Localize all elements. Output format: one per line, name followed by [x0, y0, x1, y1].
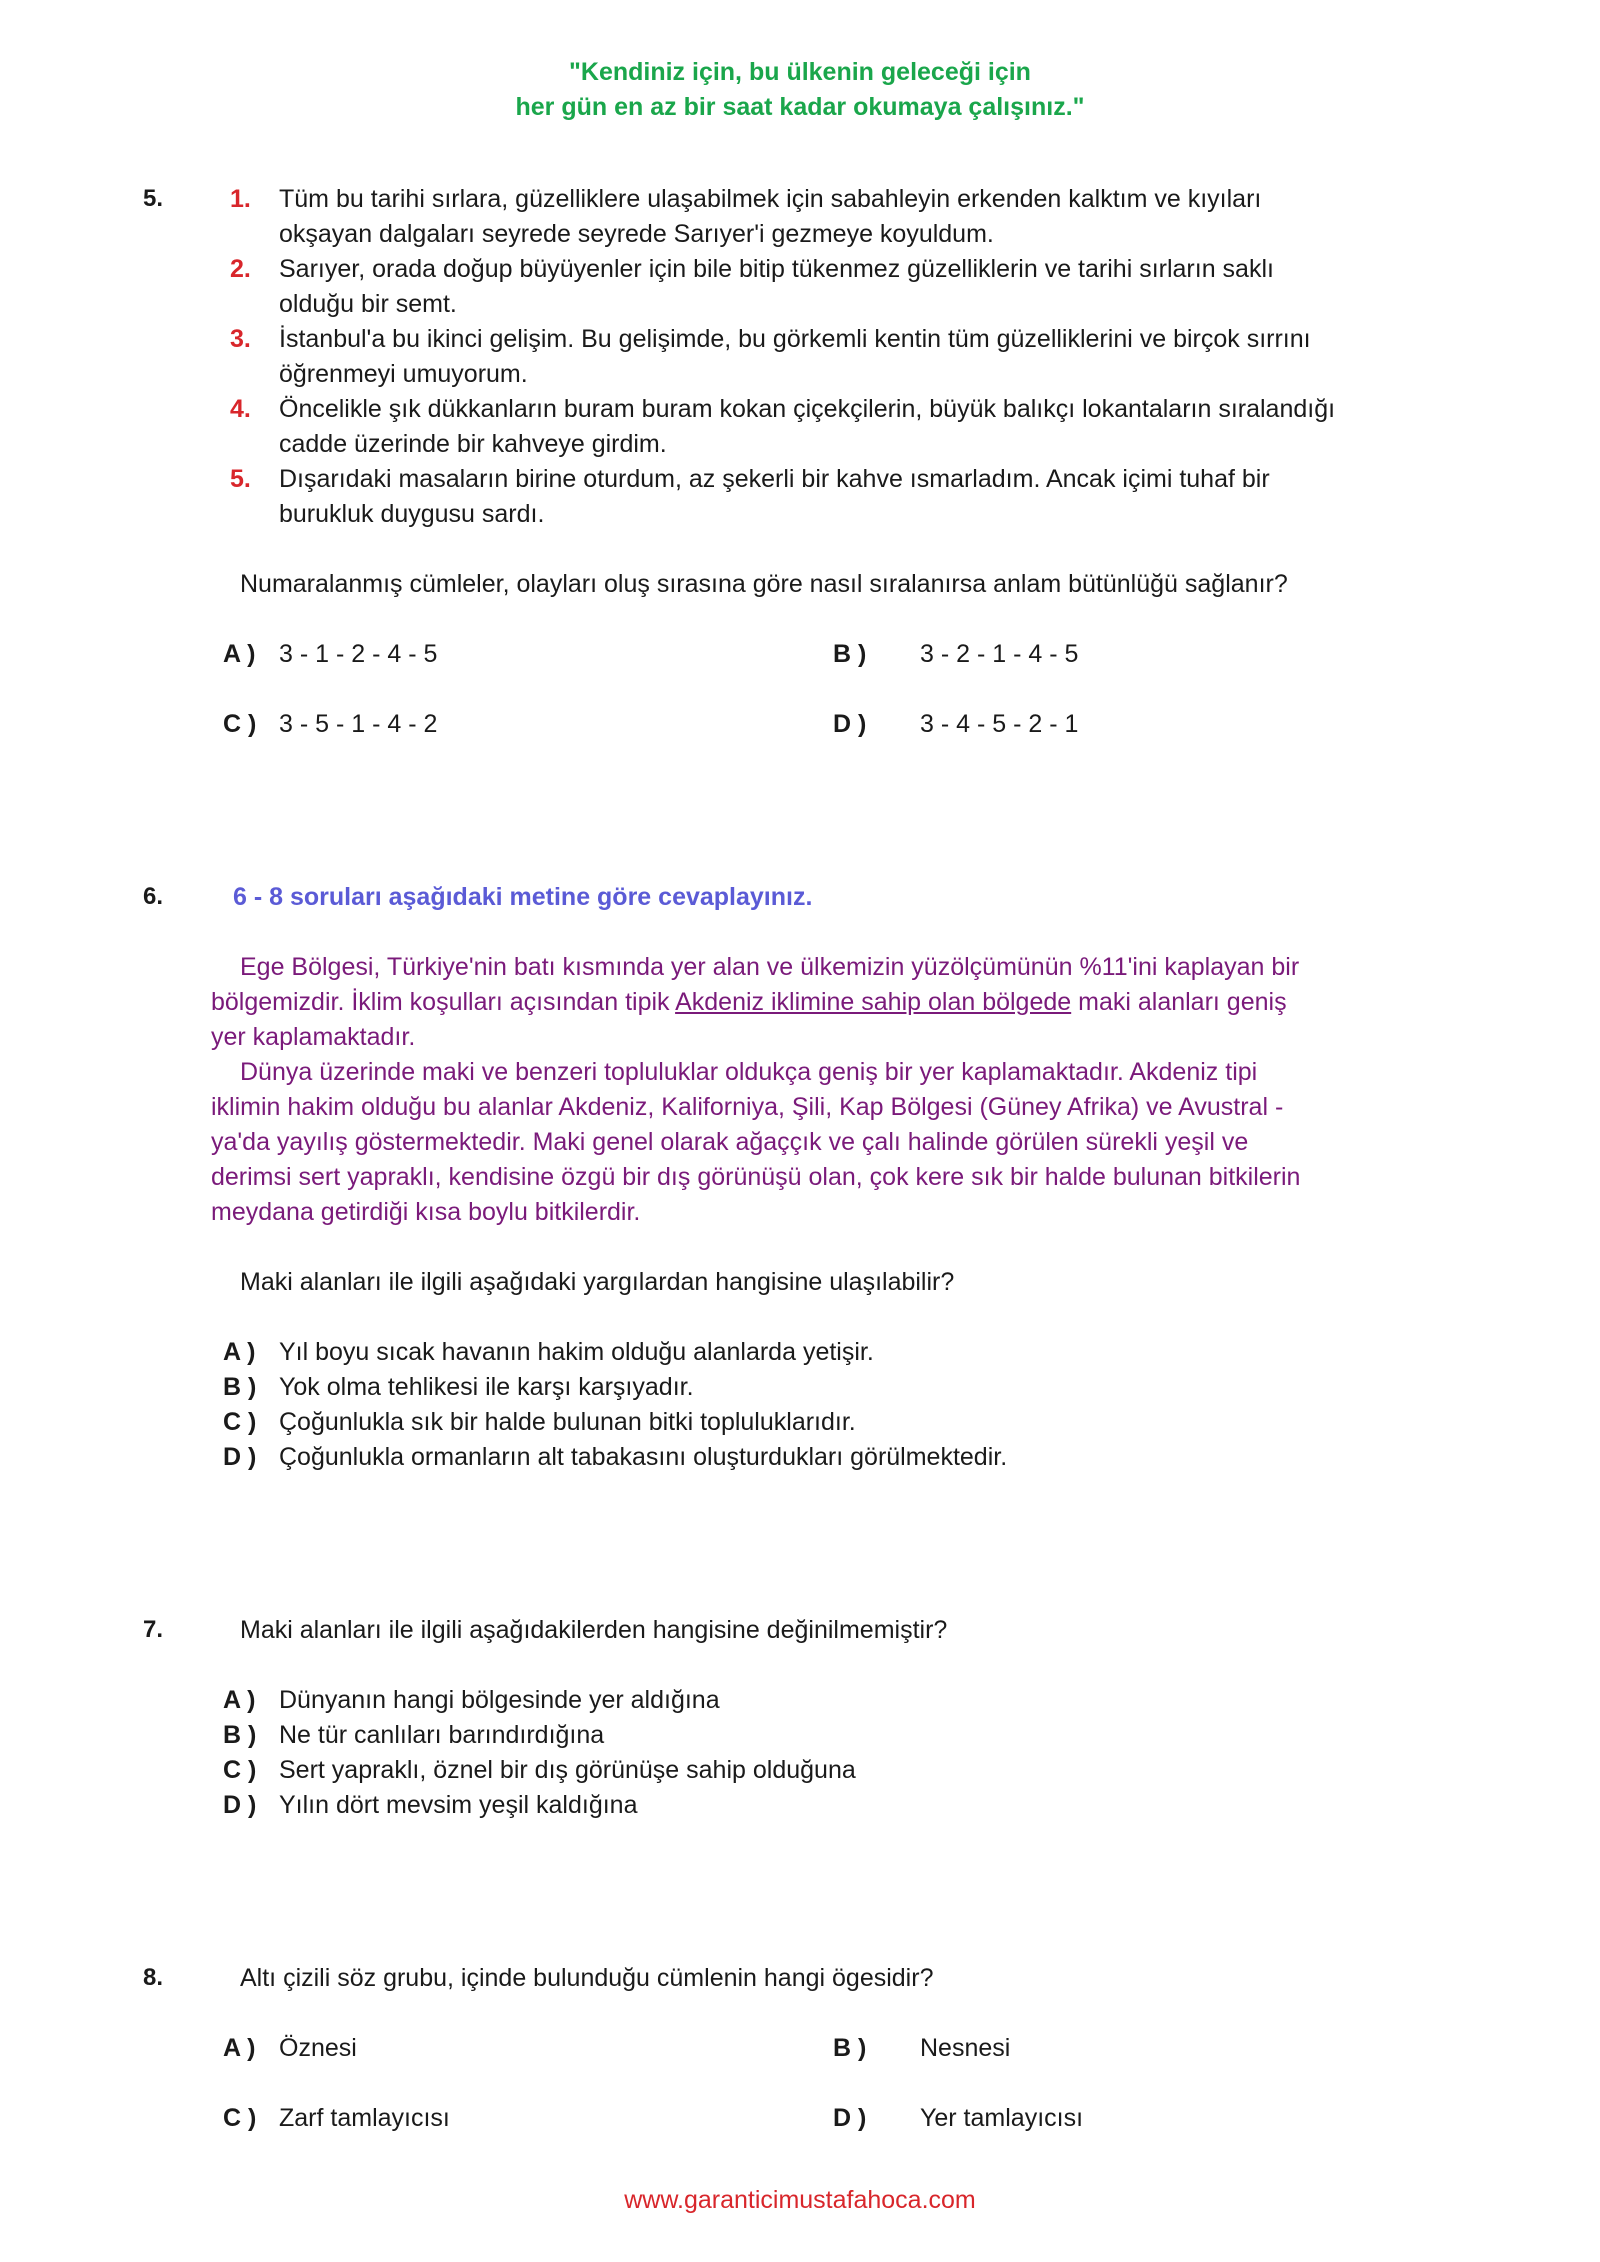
passage-line: meydana getirdiği kısa boylu bitkilerdir. — [211, 1198, 641, 1226]
option-b-label[interactable]: B ) — [833, 2034, 867, 2062]
sentence-text: İstanbul'a bu ikinci gelişim. Bu gelişimde, bu görkemli kentin tüm güzelliklerini ve birçok sırrını — [279, 325, 1311, 353]
sentence-text: Öncelikle şık dükkanların buram buram kokan çiçekçilerin, büyük balıkçı lokantaların sıralandığı — [279, 395, 1336, 423]
sentence-text: öğrenmeyi umuyorum. — [279, 360, 528, 388]
option-a-label[interactable]: A ) — [223, 1338, 256, 1366]
option-a-label[interactable]: A ) — [223, 2034, 256, 2062]
option-b-label[interactable]: B ) — [223, 1373, 257, 1401]
passage-line: ya'da yayılış göstermektedir. Maki genel olarak ağaççık ve çalı halinde görülen sürekli yeşil ve — [211, 1128, 1249, 1156]
option-a-label[interactable]: A ) — [223, 640, 256, 668]
passage-text: maki alanları geniş — [1071, 988, 1287, 1016]
sentence-text: Tüm bu tarihi sırlara, güzelliklere ulaşabilmek için sabahleyin erkenden kalktım ve kıyıları — [279, 185, 1262, 213]
option-a-text[interactable]: Öznesi — [279, 2034, 357, 2062]
option-d-label[interactable]: D ) — [223, 1791, 257, 1819]
question-text: Altı çizili söz grubu, içinde bulunduğu cümlenin hangi ögesidir? — [240, 1964, 934, 1992]
passage-line: Ege Bölgesi, Türkiye'nin batı kısmında yer alan ve ülkemizin yüzölçümünün %11'ini kaplayan bir — [240, 953, 1300, 981]
instruction-text: 6 - 8 soruları aşağıdaki metine göre cevaplayınız. — [233, 883, 813, 911]
passage-line: iklimin hakim olduğu bu alanlar Akdeniz, Kaliforniya, Şili, Kap Bölgesi (Güney Afrika) ve Avustral - — [211, 1093, 1284, 1121]
sentence-number: 1. — [230, 185, 251, 213]
option-b-text[interactable]: Ne tür canlıları barındırdığına — [279, 1721, 605, 1749]
option-c-label[interactable]: C ) — [223, 1408, 257, 1436]
sentence-number: 3. — [230, 325, 251, 353]
option-d-label[interactable]: D ) — [833, 2104, 867, 2132]
option-d-label[interactable]: D ) — [833, 710, 867, 738]
passage-line — [211, 988, 1287, 1017]
sentence-text: cadde üzerinde bir kahveye girdim. — [279, 430, 667, 458]
sentence-text: Sarıyer, orada doğup büyüyenler için bile bitip tükenmez güzelliklerin ve tarihi sırların saklı — [279, 255, 1274, 283]
option-b-label[interactable]: B ) — [223, 1721, 257, 1749]
option-a-text[interactable]: Yıl boyu sıcak havanın hakim olduğu alanlarda yetişir. — [279, 1338, 874, 1366]
question-text: Maki alanları ile ilgili aşağıdakilerden hangisine değinilmemiştir? — [240, 1616, 948, 1644]
passage-line: Dünya üzerinde maki ve benzeri topluluklar oldukça geniş bir yer kaplamaktadır. Akdeniz tipi — [240, 1058, 1258, 1086]
motto-line-2: her gün en az bir saat kadar okumaya çalışınız." — [515, 93, 1085, 121]
question-number: 8. — [143, 1964, 164, 1991]
question-number: 6. — [143, 883, 164, 910]
option-d-text[interactable]: Yer tamlayıcısı — [920, 2104, 1084, 2132]
passage-line: yer kaplamaktadır. — [211, 1023, 416, 1051]
question-number: 5. — [143, 185, 164, 212]
option-a-label[interactable]: A ) — [223, 1686, 256, 1714]
option-c-text[interactable]: Zarf tamlayıcısı — [279, 2104, 450, 2132]
question-number: 7. — [143, 1616, 164, 1643]
sentence-number: 2. — [230, 255, 251, 283]
sentence-text: olduğu bir semt. — [279, 290, 457, 318]
footer-url-link[interactable]: www.garanticimustafahoca.com — [624, 2186, 976, 2214]
motto-line-1: "Kendiniz için, bu ülkenin geleceği için — [569, 58, 1031, 86]
passage-line: derimsi sert yapraklı, kendisine özgü bir dış görünüşü olan, çok kere sık bir halde bulunan bitkilerin — [211, 1163, 1301, 1191]
option-b-text[interactable]: Yok olma tehlikesi ile karşı karşıyadır. — [279, 1373, 694, 1401]
option-b-label[interactable]: B ) — [833, 640, 867, 668]
option-b-text[interactable]: Nesnesi — [920, 2034, 1011, 2062]
sentence-text: Dışarıdaki masaların birine oturdum, az şekerli bir kahve ısmarladım. Ancak içimi tuhaf bir — [279, 465, 1270, 493]
question-text: Maki alanları ile ilgili aşağıdaki yargılardan hangisine ulaşılabilir? — [240, 1268, 955, 1296]
sentence-text: okşayan dalgaları seyrede seyrede Sarıyer'i gezmeye koyuldum. — [279, 220, 994, 248]
option-c-label[interactable]: C ) — [223, 1756, 257, 1784]
option-c-text[interactable]: Çoğunlukla sık bir halde bulunan bitki topluluklarıdır. — [279, 1408, 856, 1436]
option-a-text[interactable]: Dünyanın hangi bölgesinde yer aldığına — [279, 1686, 720, 1714]
question-text: Numaralanmış cümleler, olayları oluş sırasına göre nasıl sıralanırsa anlam bütünlüğü sağlanır? — [240, 570, 1288, 598]
option-c-label[interactable]: C ) — [223, 2104, 257, 2132]
sentence-number: 5. — [230, 465, 251, 493]
option-b-text[interactable]: 3 - 2 - 1 - 4 - 5 — [920, 640, 1079, 668]
option-d-text[interactable]: 3 - 4 - 5 - 2 - 1 — [920, 710, 1079, 738]
option-a-text[interactable]: 3 - 1 - 2 - 4 - 5 — [279, 640, 438, 668]
option-c-label[interactable]: C ) — [223, 710, 257, 738]
option-d-text[interactable]: Çoğunlukla ormanların alt tabakasını oluşturdukları görülmektedir. — [279, 1443, 1008, 1471]
option-c-text[interactable]: 3 - 5 - 1 - 4 - 2 — [279, 710, 438, 738]
sentence-number: 4. — [230, 395, 251, 423]
option-d-text[interactable]: Yılın dört mevsim yeşil kaldığına — [279, 1791, 638, 1819]
passage-text: bölgemizdir. İklim koşulları açısından tipik — [211, 988, 676, 1016]
underlined-phrase: Akdeniz iklimine sahip olan bölgede — [675, 988, 1072, 1016]
option-d-label[interactable]: D ) — [223, 1443, 257, 1471]
sentence-text: burukluk duygusu sardı. — [279, 500, 545, 528]
option-c-text[interactable]: Sert yapraklı, öznel bir dış görünüşe sahip olduğuna — [279, 1756, 856, 1784]
